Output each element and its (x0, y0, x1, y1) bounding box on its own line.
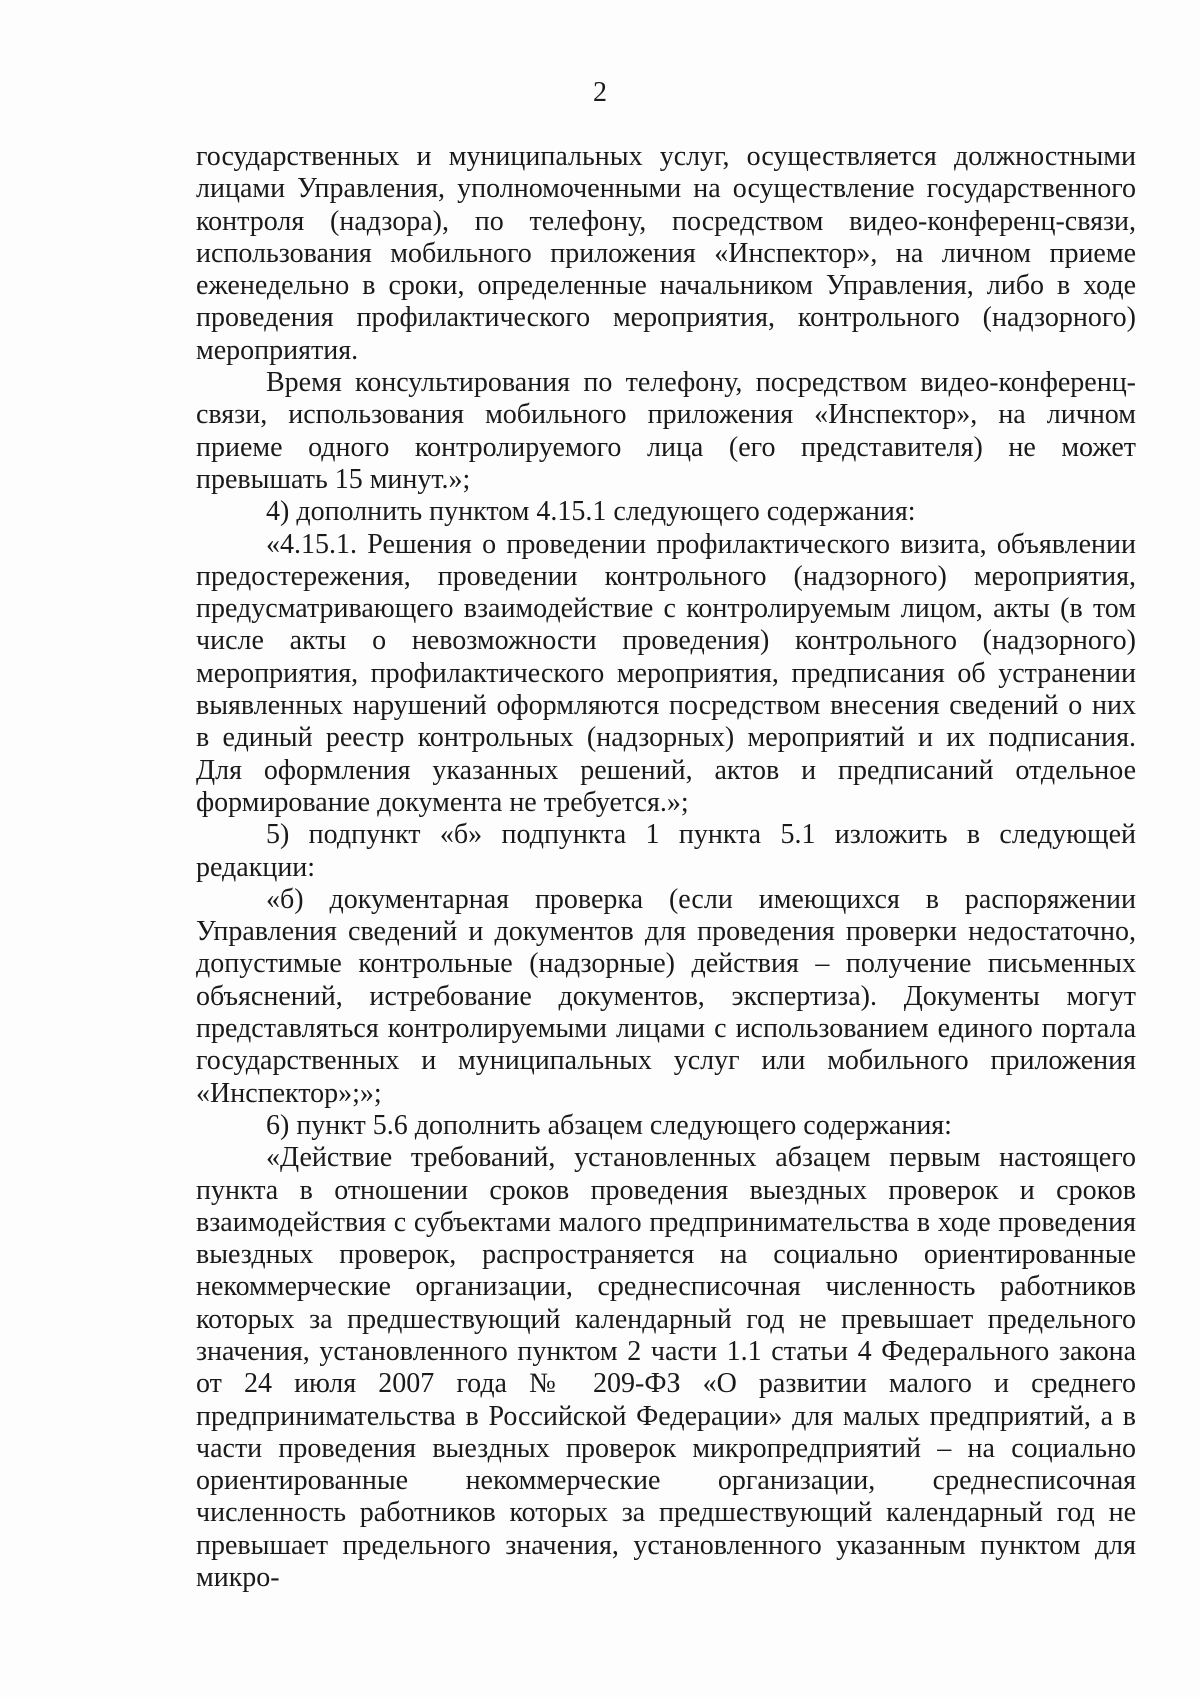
page-number: 2 (593, 77, 607, 108)
paragraph-4: «4.15.1. Решения о проведении профилактического визита, объявлении предостережения, проведении контрольного (надзорного) мероприятия, предусматривающего взаимодействие с контролируемым лицом, акты (в том числе акты о невозможности проведения) контрольного (надзорного) мероприятия, профилактического мероприятия, предписания об устранении выявленных нарушений оформляются посредством внесения сведений о них в единый реестр контрольных (надзорных) мероприятий и их подписания. Для оформления указанных решений, актов и предписаний отдельное формирование документа не требуется.»; (196, 528, 1136, 818)
paragraph-2: Время консультирования по телефону, посредством видео-конференц-связи, использования мобильного приложения «Инспектор», на личном приеме одного контролируемого лица (его представителя) не может превышать 15 минут.»; (196, 367, 1136, 495)
paragraph-3: 4) дополнить пунктом 4.15.1 следующего содержания: (266, 496, 916, 528)
paragraph-6: «б) документарная проверка (если имеющихся в распоряжении Управления сведений и документов для проведения проверки недостаточно, допустимые контрольные (надзорные) действия – получение письменных объяснений, истребование документов, экспертиза). Документы могут представляться контролируемыми лицами с использованием единого портала государственных и муниципальных услуг или мобильного приложения «Инспектор»;»; (196, 883, 1136, 1109)
paragraph-7: 6) пункт 5.6 дополнить абзацем следующего содержания: (266, 1109, 952, 1141)
paragraph-1: государственных и муниципальных услуг, осуществляется должностными лицами Управления, уполномоченными на осуществление государственного контроля (надзора), по телефону, посредством видео-конференц-связи, использования мобильного приложения «Инспектор», на личном приеме еженедельно в сроки, определенные начальником Управления, либо в ходе проведения профилактического мероприятия, контрольного (надзорного) мероприятия. (196, 141, 1136, 366)
document-body (196, 141, 1136, 1594)
paragraph-8: «Действие требований, установленных абзацем первым настоящего пункта в отношении сроков проведения выездных проверок и сроков взаимодействия с субъектами малого предпринимательства в ходе проведения выездных проверок, распространяется на социально ориентированные некоммерческие организации, среднесписочная численность работников которых за предшествующий календарный год не превышает предельного значения, установленного пунктом 2 части 1.1 статьи 4 Федерального закона от 24 июля 2007 года № 209-ФЗ «О развитии малого и среднего предпринимательства в Российской Федерации» для малых предприятий, а в части проведения выездных проверок микропредприятий – на социально ориентированные некоммерческие организации, среднесписочная численность работников которых за предшествующий календарный год не превышает предельного значения, установленного указанным пунктом для микро- (196, 1142, 1136, 1594)
paragraph-5: 5) подпункт «б» подпункта 1 пункта 5.1 изложить в следующей редакции: (196, 819, 1136, 883)
